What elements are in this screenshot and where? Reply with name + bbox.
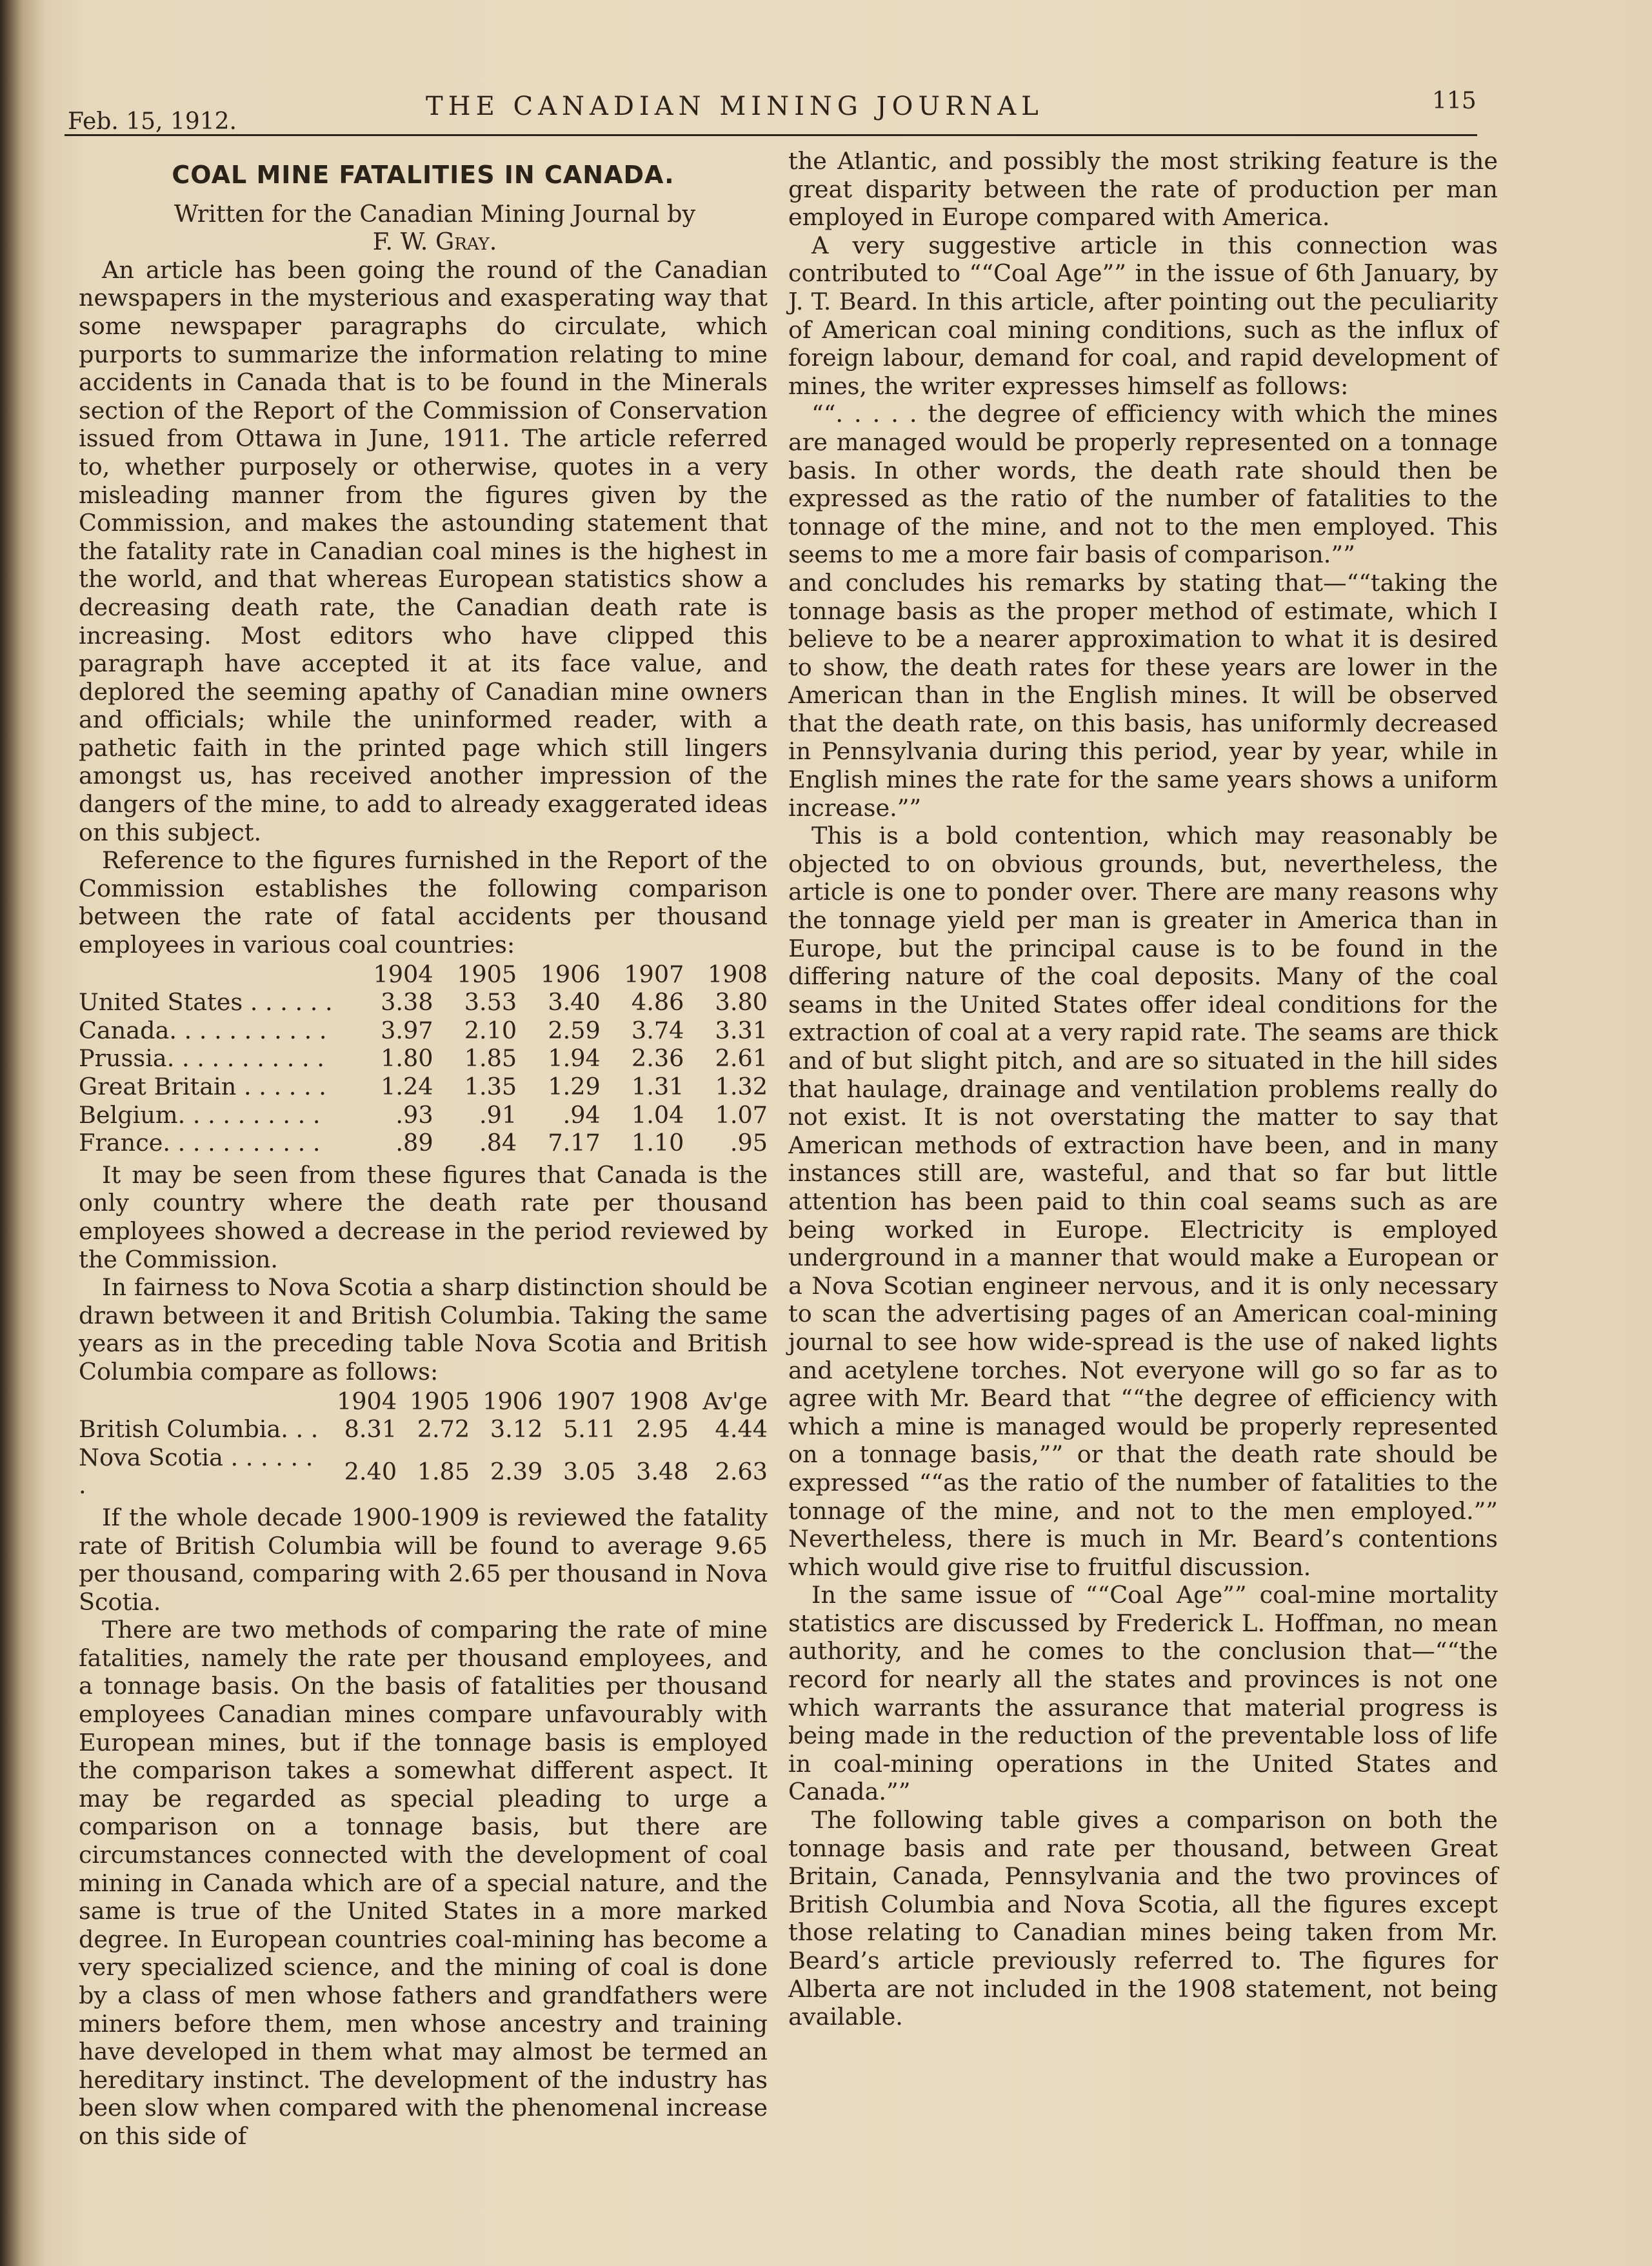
- provincial-comparison-table: [79, 1387, 768, 1500]
- table-cell: .89: [395, 1129, 433, 1157]
- paragraph: There are two methods of comparing the rate of mine fatalities, namely the rate per thousand employees, and a tonnage basis. On the basis of fatalities per thousand employees Canadian mines compare unfavourably with European mines, but if the tonnage basis is employed the comparison takes a somewhat different aspect. It may be regarded as special pleading to urge a comparison on a tonnage basis, but there are circumstances connected with the development of coal mining in Canada which are of a special nature, and the same is true of the United States in a more marked degree. In European countries coal-mining has become a very specialized science, and the mining of coal is done by a class of men whose fathers and grandfathers were miners before them, men whose ancestry and training have developed in them what may almost be termed an hereditary instinct. The development of the industry has been slow when compared with the phenomenal increase on this side of: [79, 1616, 768, 2150]
- table-cell: 4.86: [631, 988, 684, 1017]
- header-rule: [65, 134, 1477, 136]
- table-header-cell: 1905: [410, 1387, 470, 1415]
- table-cell: 3.31: [715, 1016, 768, 1044]
- table-header-row: [79, 1387, 768, 1416]
- table-cell: 2.40: [344, 1457, 397, 1486]
- table-cell: 2.72: [417, 1415, 470, 1444]
- table-cell: 2.10: [464, 1016, 517, 1044]
- table-cell: 1.07: [715, 1100, 768, 1129]
- paragraph: If the whole decade 1900-1909 is reviewed the fatality rate of British Columbia will be found to average 9.65 per thousand, comparing with 2.65 per thousand in Nova Scotia.: [79, 1503, 768, 1616]
- row-label: United States . . . . . .: [79, 988, 333, 1017]
- table-cell: 3.38: [381, 988, 433, 1017]
- journal-title: THE CANADIAN MINING JOURNAL: [426, 92, 1044, 121]
- table-cell: .93: [395, 1100, 433, 1129]
- table-cell: 1.85: [417, 1457, 470, 1486]
- table-cell: .91: [479, 1100, 517, 1129]
- table-header-cell: 1907: [624, 960, 684, 988]
- table-header-cell: [79, 1387, 324, 1416]
- table-cell: 1.24: [381, 1073, 433, 1100]
- table-cell: 3.05: [562, 1457, 616, 1486]
- table-row: [79, 988, 768, 1017]
- table-cell: 1.35: [464, 1073, 517, 1100]
- table-header-cell: 1907: [555, 1387, 616, 1415]
- table-cell: 2.36: [631, 1044, 684, 1073]
- table-header-cell: Av'ge: [702, 1387, 768, 1415]
- paragraph: It may be seen from these figures that Canada is the only country where the death rate per thousand employees showed a decrease in the period reviewed by the Commission.: [79, 1160, 768, 1273]
- table-header-cell: 1904: [337, 1387, 397, 1415]
- table-cell: 3.74: [631, 1016, 684, 1044]
- table-cell: 1.31: [631, 1073, 684, 1100]
- quotation: ““. . . . . the degree of efficiency with which the mines are managed would be properly represented on a tonnage basis. In other words, the death rate should then be expressed as the ratio of the number of fatalities to the tonnage of the mine, and not to the men employed. This seems to me a more fair basis of comparison.””: [788, 400, 1498, 569]
- table-cell: .94: [562, 1100, 601, 1129]
- table-row: [79, 1415, 768, 1444]
- table-cell: 2.95: [636, 1415, 689, 1444]
- table-cell: 5.11: [562, 1415, 616, 1444]
- left-column: [79, 147, 768, 2151]
- row-label: France. . . . . . . . . . .: [79, 1129, 321, 1157]
- table-cell: 8.31: [344, 1415, 397, 1444]
- table-cell: 2.59: [548, 1016, 601, 1044]
- row-label: Belgium. . . . . . . . . .: [79, 1100, 321, 1129]
- byline: Written for the Canadian Mining Journal by: [174, 199, 696, 228]
- paragraph: In the same issue of ““Coal Age”” coal-mine mortality statistics are discussed by Frederick L. Hoffman, no mean authority, and he comes to the conclusion that—““the record for nearly all the states and provinces is not one which warrants the assurance that material progress is being made in the reduction of the preventable loss of life in coal-mining operations in the United States and Canada.””: [788, 1581, 1498, 1806]
- table-row: [79, 1073, 768, 1101]
- table-cell: 3.40: [548, 988, 601, 1017]
- table-row: [79, 1444, 768, 1500]
- table-cell: 4.44: [715, 1415, 768, 1444]
- table-cell: 3.53: [464, 988, 517, 1017]
- issue-date: Feb. 15, 1912.: [68, 108, 237, 135]
- table-row: [79, 1129, 768, 1157]
- paragraph: A very suggestive article in this connection was contributed to ““Coal Age”” in the issue of 6th January, by J. T. Beard. In this article, after pointing out the peculiarity of American coal mining conditions, such as the influx of foreign labour, demand for coal, and rapid development of mines, the writer expresses himself as follows:: [788, 231, 1498, 400]
- paragraph: This is a bold contention, which may reasonably be objected to on obvious grounds, but, nevertheless, the article is one to ponder over. There are many reasons why the tonnage yield per man is greater in America than in Europe, but the principal cause is to be found in the differing nature of the coal deposits. Many of the coal seams in the United States offer ideal conditions for the extraction of coal at a very rapid rate. The seams are thick and of but slight pitch, and are so situated in the hill sides that haulage, drainage and ventilation problems really do not exist. It is not overstating the matter to say that American methods of extraction have been, and in many instances still are, wasteful, and that so far but little attention has been paid to thin coal seams such as are being worked in Europe. Electricity is employed underground in a manner that would make a European or a Nova Scotian engineer nervous, and it is only necessary to scan the advertising pages of an American coal-mining journal to see how wide-spread is the use of naked lights and acetylene torches. Not everyone will go so far as to agree with Mr. Beard that ““the degree of efficiency with which a mine is managed would be properly represented on a tonnage basis,”” or that the death rate should be expressed ““as the ratio of the number of fatalities to the tonnage of the mine, and not to the men employed.”” Nevertheless, there is much in Mr. Beard’s contentions which would give rise to fruitful discussion.: [788, 822, 1498, 1581]
- table-row: [79, 1044, 768, 1073]
- paragraph: and concludes his remarks by stating that—““taking the tonnage basis as the proper method of estimate, which I believe to be a nearer approximation to what it is desired to show, the death rates for these years are lower in the American than in the English mines. It will be observed that the death rate, on this basis, has uniformly decreased in Pennsylvania during this period, year by year, while in English mines the rate for the same years shows a uniform increase.””: [788, 568, 1498, 822]
- table-cell: .95: [730, 1129, 768, 1157]
- table-cell: 1.10: [631, 1129, 684, 1157]
- table-cell: 2.39: [490, 1457, 543, 1486]
- row-label: British Columbia. . .: [79, 1415, 319, 1444]
- row-label: Prussia. . . . . . . . . . .: [79, 1044, 324, 1073]
- row-label: Nova Scotia . . . . . . .: [79, 1443, 313, 1500]
- fatality-rate-table: [79, 960, 768, 1157]
- table-cell: .84: [479, 1129, 517, 1157]
- table-cell: 1.29: [548, 1073, 601, 1100]
- table-cell: 3.12: [490, 1415, 543, 1444]
- running-head: [68, 83, 1480, 134]
- table-cell: 1.94: [548, 1044, 601, 1073]
- table-header-cell: 1906: [483, 1387, 543, 1415]
- page-number: 115: [1432, 88, 1477, 114]
- table-cell: 7.17: [548, 1129, 601, 1157]
- table-cell: 3.48: [636, 1457, 689, 1486]
- table-header-cell: [79, 960, 350, 989]
- table-cell: 1.85: [464, 1044, 517, 1073]
- article-title: COAL MINE FATALITIES IN CANADA.: [172, 161, 675, 189]
- table-header-cell: 1904: [373, 960, 433, 988]
- table-cell: 3.80: [715, 988, 768, 1017]
- table-cell: 1.04: [631, 1100, 684, 1129]
- table-cell: 2.63: [715, 1457, 768, 1486]
- table-cell: 3.97: [381, 1016, 433, 1044]
- table-header-cell: 1906: [540, 960, 601, 988]
- right-column: [788, 147, 1498, 2031]
- paragraph-continued: the Atlantic, and possibly the most striking feature is the great disparity between the rate of production per man employed in Europe compared with America.: [788, 147, 1498, 232]
- table-header-cell: 1908: [707, 960, 768, 988]
- table-row: [79, 1101, 768, 1129]
- table-cell: 1.32: [715, 1073, 768, 1100]
- table-header-cell: 1905: [457, 960, 517, 988]
- paragraph: Reference to the figures furnished in the Report of the Commission establishes the following comparison between the rate of fatal accidents per thousand employees in various coal countries:: [79, 846, 768, 959]
- row-label: Great Britain . . . . . .: [79, 1073, 326, 1100]
- table-cell: 1.80: [381, 1044, 433, 1073]
- paragraph: In fairness to Nova Scotia a sharp distinction should be drawn between it and British Columbia. Taking the same years as in the preceding table Nova Scotia and British Columbia compare as follows:: [79, 1273, 768, 1386]
- paragraph: The following table gives a comparison on both the tonnage basis and rate per thousand, between Great Britain, Canada, Pennsylvania and the two provinces of British Columbia and Nova Scotia, all the figures except those relating to Canadian mines being taken from Mr. Beard’s article previously referred to. The figures for Alberta are not included in the 1908 statement, not being available.: [788, 1806, 1498, 2031]
- table-header-cell: 1908: [628, 1387, 689, 1415]
- author: F. W. Gray.: [372, 228, 497, 256]
- table-row: [79, 1017, 768, 1045]
- table-header-row: [79, 960, 768, 989]
- row-label: Canada. . . . . . . . . . .: [79, 1016, 327, 1044]
- table-cell: 2.61: [715, 1044, 768, 1073]
- paragraph: An article has been going the round of the Canadian newspapers in the mysterious and exasperating way that some newspaper paragraphs do circulate, which purports to summarize the information relating to mine accidents in Canada that is to be found in the Minerals section of the Report of the Commission of Conservation issued from Ottawa in June, 1911. The article referred to, whether purposely or otherwise, quotes in a very misleading manner from the figures given by the Commission, and makes the astounding statement that the fatality rate in Canadian coal mines is the highest in the world, and that whereas European statistics show a decreasing death rate, the Canadian death rate is increasing. Most editors who have clipped this paragraph have accepted it at its face value, and deplored the seeming apathy of Canadian mine owners and officials; while the uninformed reader, with a pathetic faith in the printed page which still lingers amongst us, has received another impression of the dangers of the mine, to add to already exaggerated ideas on this subject.: [79, 255, 768, 846]
